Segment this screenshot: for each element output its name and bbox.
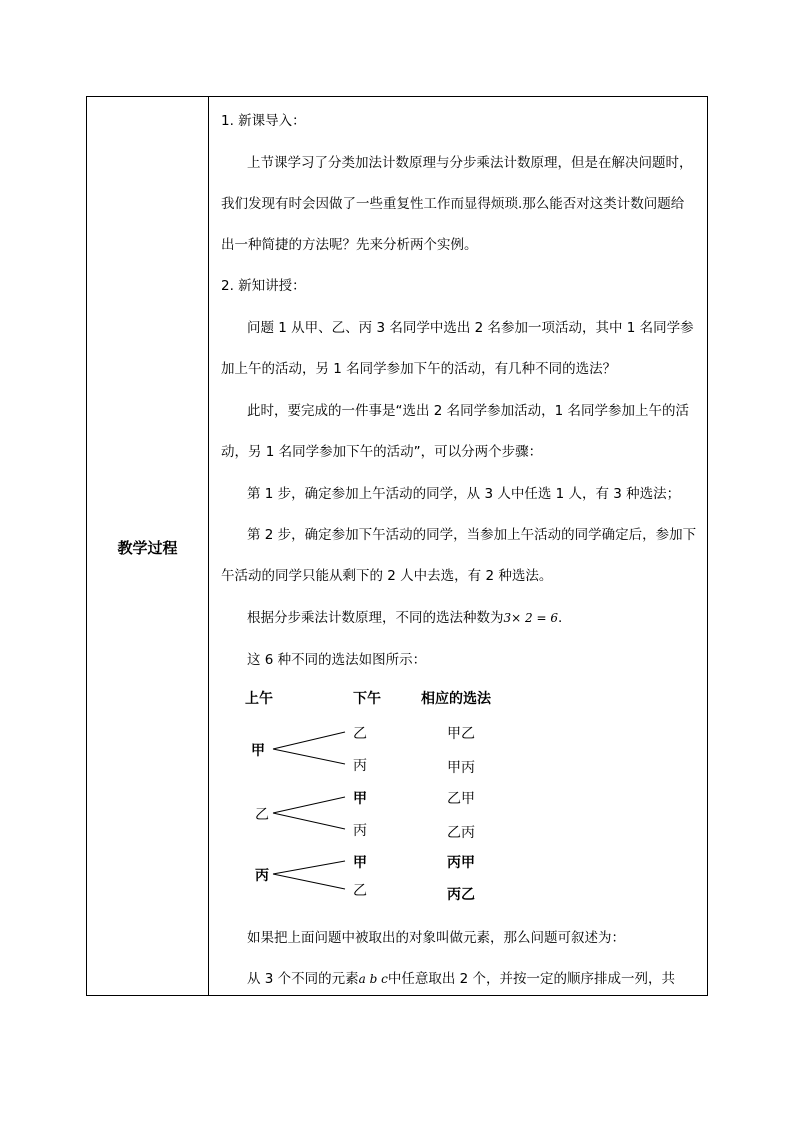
formula-intro: 根据分步乘法计数原理，不同的选法种数为 (247, 610, 504, 626)
formula-end: . (557, 610, 563, 626)
section-heading-intro: 1. 新课导入： (221, 113, 306, 129)
paragraph-line: 这 6 种不同的选法如图所示： (247, 652, 427, 668)
branch-line (273, 749, 345, 764)
section-heading-new: 2. 新知讲授： (221, 278, 306, 294)
paragraph-line: 午活动的同学只能从剩下的 2 人中去选，有 2 种选法。 (221, 568, 553, 584)
column-divider (208, 97, 209, 995)
tree-result: 丙甲 (447, 855, 475, 871)
paragraph-line: 第 2 步，确定参加下午活动的同学，当参加上午活动的同学确定后，参加下 (247, 527, 697, 543)
tree-branch: 甲 (353, 791, 367, 807)
tree-branch: 乙 (353, 883, 367, 899)
paragraph-line: 动，另 1 名同学参加下午的活动”，可以分两个步骤： (221, 444, 543, 460)
paragraph-line: 第 1 步，确定参加上午活动的同学，从 3 人中任选 1 人，有 3 种选法； (247, 486, 681, 502)
tree-branch: 丙 (353, 823, 367, 839)
paragraph-line: 如果把上面问题中被取出的对象叫做元素，那么问题可叙述为： (247, 930, 625, 946)
paragraph-line (247, 609, 562, 627)
tree-root: 丙 (255, 868, 269, 884)
tree-result: 乙丙 (447, 825, 475, 841)
branch-line (273, 797, 345, 813)
tree-result: 乙甲 (447, 791, 475, 807)
paragraph-line (247, 970, 675, 988)
elements-formula: a b c (358, 972, 388, 986)
elements-intro: 从 3 个不同的元素 (247, 971, 359, 987)
tree-diagram (221, 685, 695, 915)
header-morning: 上午 (245, 691, 273, 707)
tree-root: 乙 (255, 807, 269, 823)
header-results: 相应的选法 (421, 691, 491, 707)
paragraph-line: 此时，要完成的一件事是“选出 2 名同学参加活动，1 名同学参加上午的活 (247, 403, 690, 419)
paragraph-line: 我们发现有时会因做了一些重复性工作而显得烦琐.那么能否对这类计数问题给 (221, 196, 685, 212)
branch-line (273, 874, 345, 889)
branch-line (273, 813, 345, 829)
branch-line (273, 861, 345, 874)
tree-branch: 丙 (353, 758, 367, 774)
tree-result: 甲丙 (447, 760, 475, 776)
tree-branch: 甲 (353, 855, 367, 871)
tree-root: 甲 (251, 743, 265, 759)
tree-result: 丙乙 (447, 887, 475, 903)
elements-rest: 中任意取出 2 个，并按一定的顺序排成一列，共 (387, 971, 676, 987)
paragraph-line: 加上午的活动，另 1 名同学参加下午的活动，有几种不同的选法？ (221, 361, 617, 377)
paragraph-line: 上节课学习了分类加法计数原理与分步乘法计数原理，但是在解决问题时， (247, 155, 693, 171)
paragraph-line: 问题 1 从甲、乙、丙 3 名同学中选出 2 名参加一项活动，其中 1 名同学参 (247, 320, 694, 336)
branch-line (273, 732, 345, 749)
tree-result: 甲乙 (447, 726, 475, 742)
formula: 3× 2 = 6 (503, 611, 558, 625)
row-label: 教学过程 (117, 539, 178, 557)
paragraph-line: 出一种简捷的方法呢？先来分析两个实例。 (221, 237, 478, 253)
tree-branch: 乙 (353, 726, 367, 742)
header-afternoon: 下午 (353, 691, 381, 707)
lesson-table (86, 96, 708, 996)
